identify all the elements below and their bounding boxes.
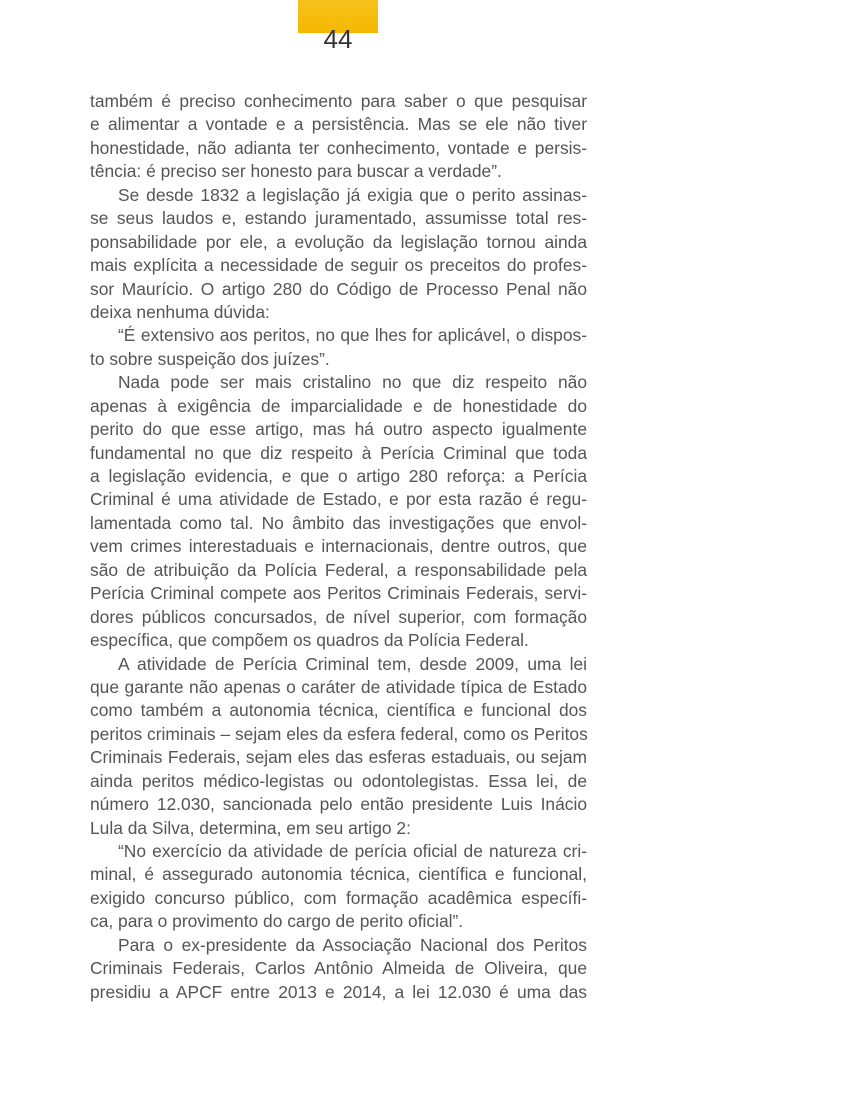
text-line: deixa nenhuma dúvida: (90, 301, 270, 322)
text-line: Se desde 1832 a legislação já exigia que o perito assinas- (118, 184, 587, 205)
text-line: e alimentar a vontade e a persistência. Mas se ele não tiver (90, 114, 587, 135)
text-line: mais explícita a necessidade de seguir os preceitos do profes- (90, 255, 587, 276)
text-line: Criminais Federais, Carlos Antônio Almeida de Oliveira, que (90, 958, 587, 979)
text-line: como também a autonomia técnica, científica e funcional dos (90, 700, 587, 721)
text-line: dores públicos concursados, de nível superior, com formação (90, 606, 587, 627)
text-line: Para o ex-presidente da Associação Nacional dos Peritos (118, 934, 587, 955)
text-line: perito do que esse artigo, mas há outro aspecto igualmente (90, 419, 587, 440)
text-line: honestidade, não adianta ter conhecimento, vontade e persis- (90, 137, 587, 158)
text-line: sor Maurício. O artigo 280 do Código de Processo Penal não (90, 278, 587, 299)
text-line: ca, para o provimento do cargo de perito oficial”. (90, 911, 464, 932)
text-line: número 12.030, sancionada pelo então presidente Luis Inácio (90, 794, 587, 815)
text-line: ainda peritos médico-legistas ou odontolegistas. Essa lei, de (90, 770, 587, 791)
text-line: minal, é assegurado autonomia técnica, científica e funcional, (90, 864, 587, 885)
body-text (90, 90, 587, 1004)
text-line: lamentada como tal. No âmbito das investigações que envol- (90, 512, 587, 533)
text-line: A atividade de Perícia Criminal tem, desde 2009, uma lei (118, 653, 587, 674)
text-line: “É extensivo aos peritos, no que lhes for aplicável, o dispos- (118, 325, 587, 346)
text-line: são de atribuição da Polícia Federal, a responsabilidade pela (90, 559, 587, 580)
text-line: tência: é preciso ser honesto para buscar a verdade”. (90, 161, 502, 182)
text-line: to sobre suspeição dos juízes”. (90, 348, 330, 369)
text-line: exigido concurso público, com formação acadêmica específi- (90, 887, 587, 908)
text-line: “No exercício da atividade de perícia oficial de natureza cri- (118, 841, 587, 861)
text-line: específica, que compõem os quadros da Polícia Federal. (90, 630, 529, 651)
text-line: Criminal é uma atividade de Estado, e por esta razão é regu- (90, 489, 587, 510)
text-line: se seus laudos e, estando juramentado, assumisse total res- (90, 208, 587, 229)
text-line: apenas à exigência de imparcialidade e de honestidade do (90, 395, 587, 416)
text-line: fundamental no que diz respeito à Perícia Criminal que toda (90, 442, 587, 463)
text-line: vem crimes interestaduais e internacionais, dentre outros, que (90, 536, 587, 557)
text-line: presidiu a APCF entre 2013 e 2014, a lei 12.030 é uma das (90, 981, 587, 1002)
text-line: Lula da Silva, determina, em seu artigo 2: (90, 817, 411, 838)
text-line: também é preciso conhecimento para saber o que pesquisar (90, 91, 587, 111)
text-line: ponsabilidade por ele, a evolução da legislação tornou ainda (90, 231, 587, 252)
text-line: peritos criminais – sejam eles da esfera federal, como os Peritos (90, 723, 588, 744)
page-number: 44 (323, 24, 353, 54)
text-line: a legislação evidencia, e que o artigo 280 reforça: a Perícia (90, 466, 587, 486)
text-line: Criminais Federais, sejam eles das esferas estaduais, ou sejam (90, 747, 587, 768)
text-line: Perícia Criminal compete aos Peritos Criminais Federais, servi- (90, 583, 587, 604)
text-line: que garante não apenas o caráter de atividade típica de Estado (90, 676, 587, 697)
text-line: Nada pode ser mais cristalino no que diz respeito não (118, 372, 587, 393)
